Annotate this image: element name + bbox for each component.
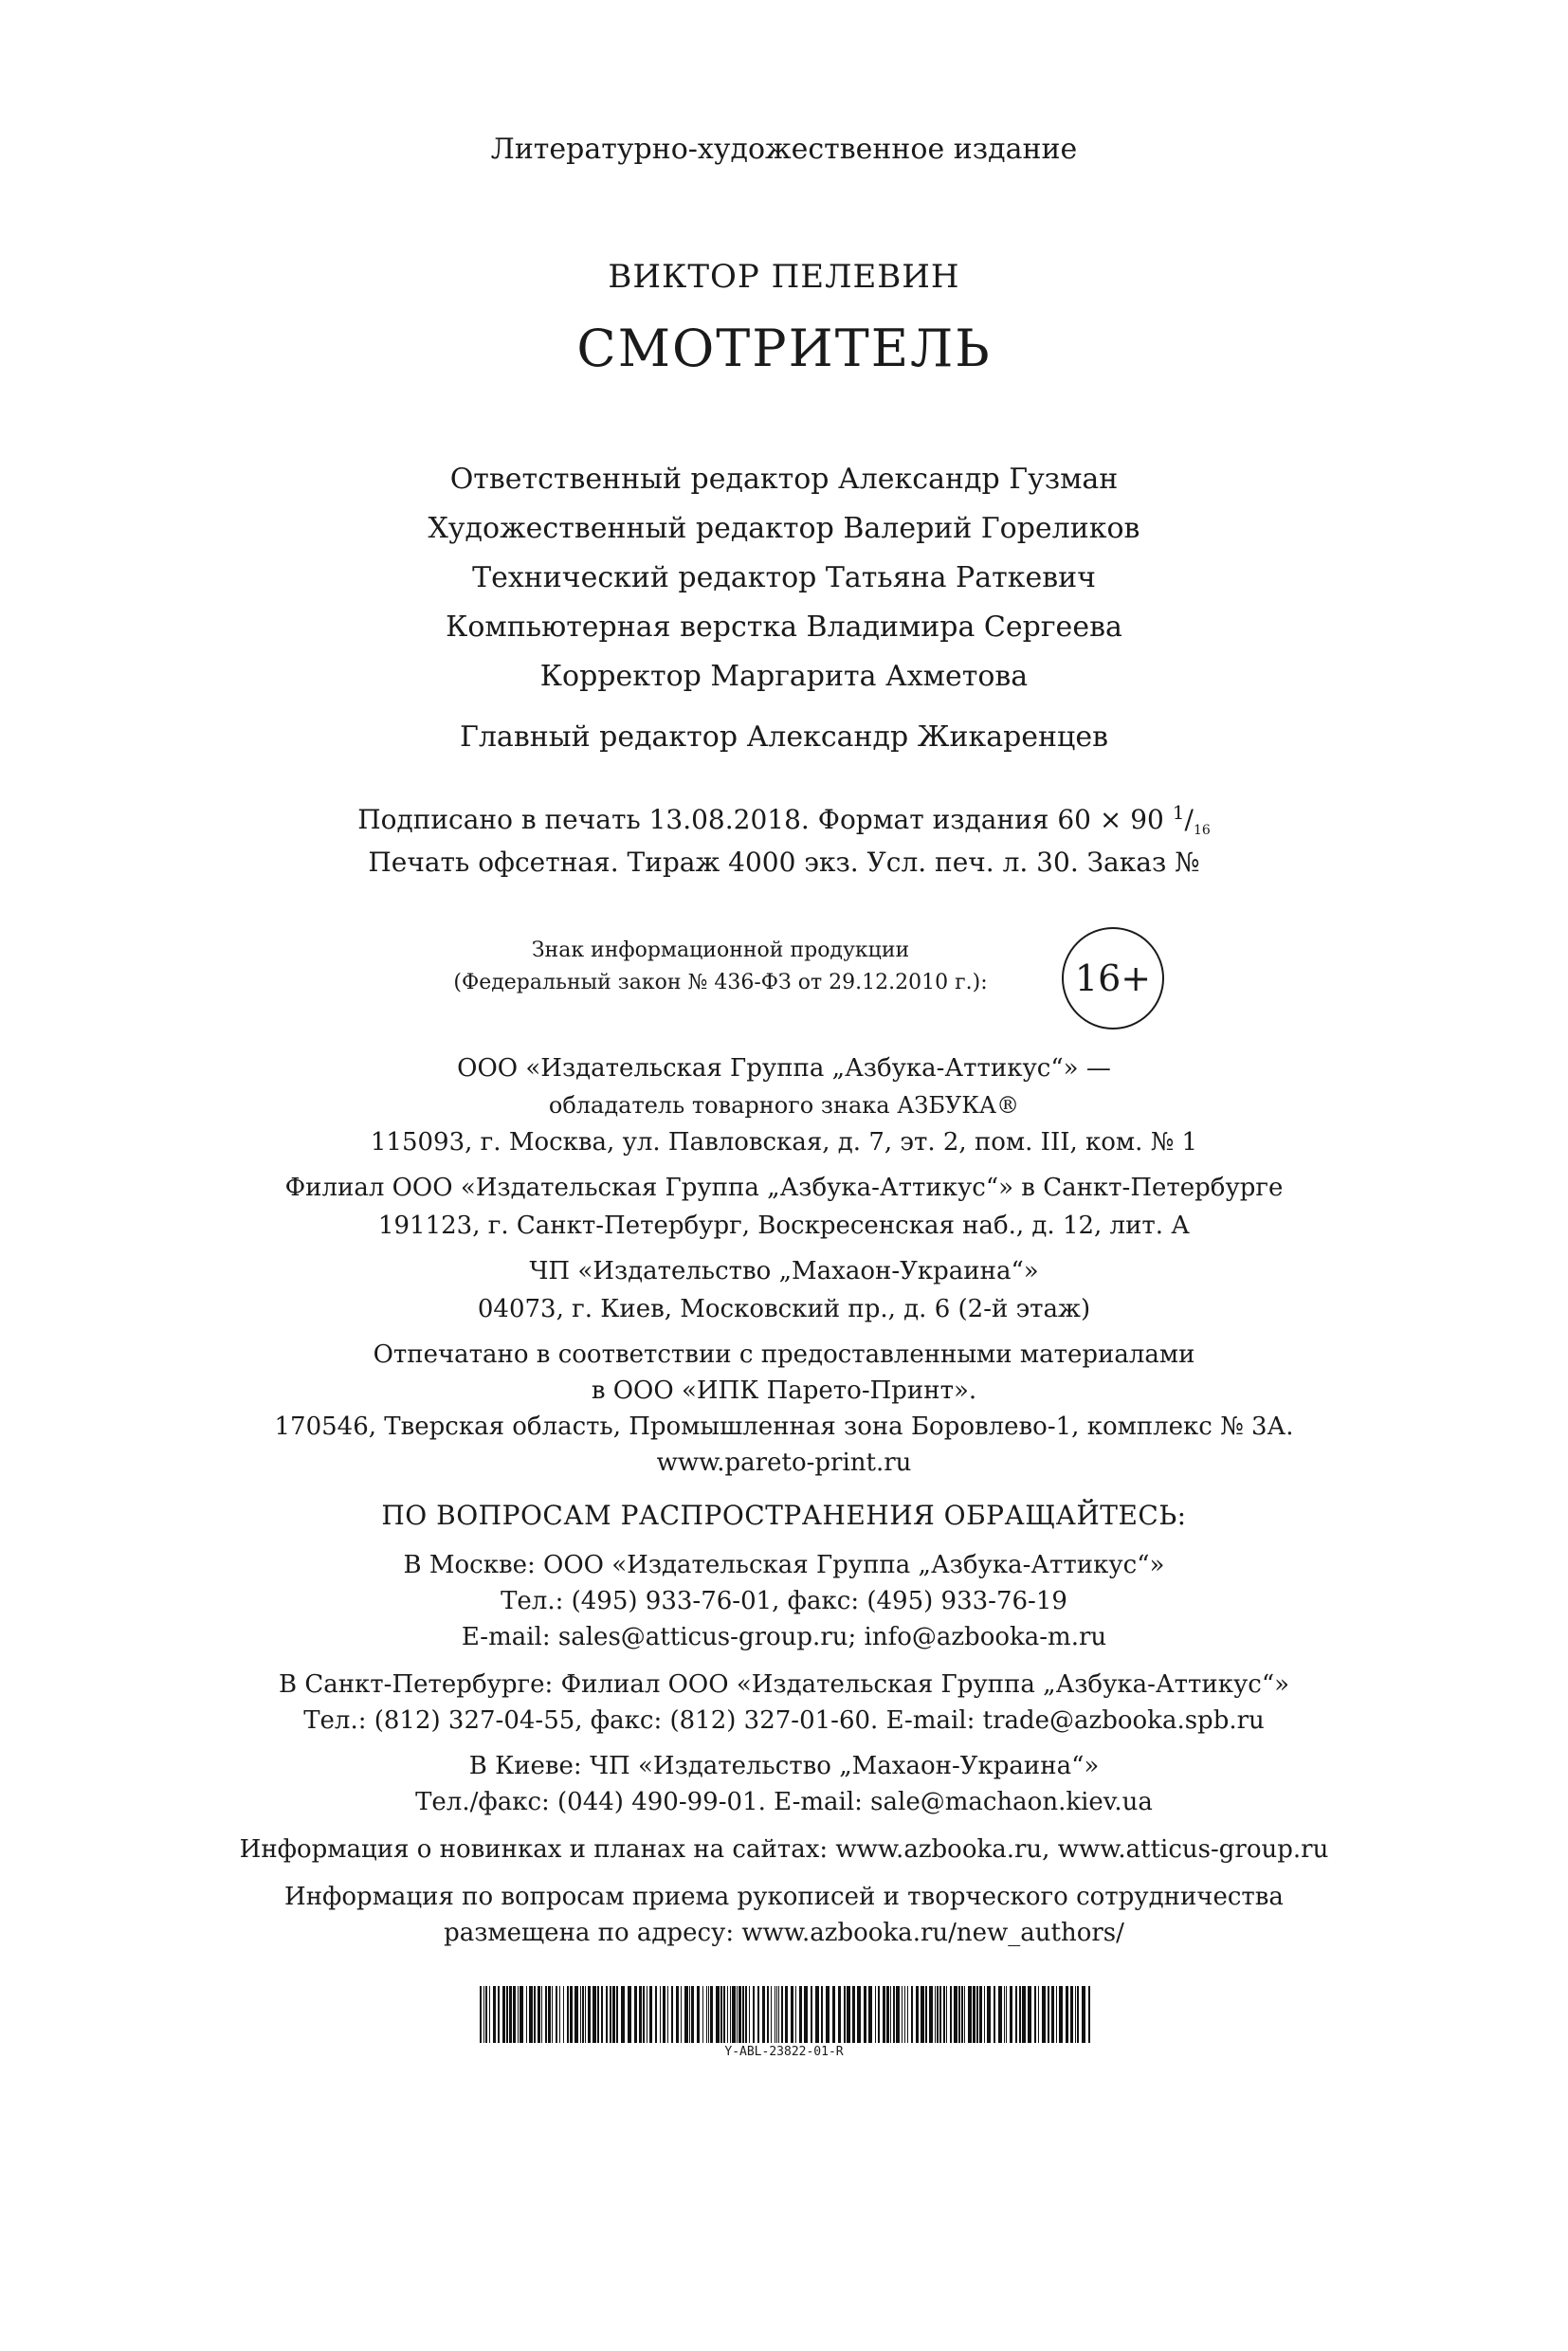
barcode-bar xyxy=(483,1986,484,2043)
branch-line: 04073, г. Киев, Московский пр., д. 6 (2-й этаж) xyxy=(477,1295,1091,1323)
barcode-bar xyxy=(964,1986,965,2043)
barcode-bar xyxy=(771,1986,772,2043)
barcode-caption: Y-ABL-23822-01-R xyxy=(724,2045,844,2059)
barcode-bar xyxy=(968,1986,972,2043)
barcode-bar xyxy=(1042,1986,1046,2043)
printer-line: Отпечатано в соответствии с предоставленными материалами xyxy=(373,1340,1195,1369)
barcode-bar xyxy=(1038,1986,1039,2043)
barcode-bar xyxy=(1070,1986,1073,2043)
barcode-bar xyxy=(697,1986,700,2043)
barcode-bar xyxy=(541,1986,542,2043)
branch-line: Филиал ООО «Издательская Группа „Азбука-Аттикус“» в Санкт-Петербурге xyxy=(284,1174,1284,1202)
barcode-bar xyxy=(832,1986,835,2043)
barcode-bar xyxy=(738,1986,741,2043)
barcode-bar xyxy=(791,1986,793,2043)
barcode-bar xyxy=(723,1986,725,2043)
barcode-bar xyxy=(838,1986,841,2043)
age-rating-block xyxy=(398,927,1176,1031)
barcode-bar xyxy=(984,1986,985,2043)
barcode-bar xyxy=(634,1986,637,2043)
barcode-bar xyxy=(676,1986,679,2043)
barcode-bar xyxy=(612,1986,615,2043)
contact-line: В Киеве: ЧП «Издательство „Махаон-Украина“» xyxy=(468,1752,1100,1780)
barcode-bar xyxy=(556,1986,557,2043)
printer-line: www.pareto-print.ru xyxy=(656,1449,912,1477)
barcode-bar xyxy=(649,1986,652,2043)
barcode-bar xyxy=(886,1986,889,2043)
barcode-bar xyxy=(864,1986,866,2043)
barcode-bar xyxy=(1048,1986,1049,2043)
barcode-bar xyxy=(567,1986,569,2043)
barcode-bar xyxy=(667,1986,668,2043)
barcode-bar xyxy=(585,1986,586,2043)
contact-line: Тел./факс: (044) 490-99-01. E-mail: sale@machaon.kiev.ua xyxy=(415,1788,1153,1816)
barcode-bar xyxy=(1088,1986,1090,2043)
barcode-bar xyxy=(706,1986,707,2043)
barcode-bar xyxy=(606,1986,608,2043)
barcode-bar xyxy=(852,1986,855,2043)
barcode-bar xyxy=(844,1986,846,2043)
barcode-bar xyxy=(534,1986,536,2043)
barcode-bar xyxy=(588,1986,591,2043)
branch-line: ЧП «Издательство „Махаон-Украина“» xyxy=(529,1257,1039,1285)
barcode-bar xyxy=(737,1986,738,2043)
barcode-bar xyxy=(762,1986,765,2043)
barcode-bar xyxy=(548,1986,551,2043)
contact-line: E-mail: sales@atticus-group.ru; info@azbooka-m.ru xyxy=(461,1623,1107,1651)
barcode-bar xyxy=(621,1986,625,2043)
barcode-bar xyxy=(950,1986,952,2043)
barcode-bar xyxy=(937,1986,939,2043)
barcode-bar xyxy=(1019,1986,1021,2043)
barcode-bar xyxy=(597,1986,599,2043)
barcode-bar xyxy=(663,1986,665,2043)
edition-type: Литературно-художественное издание xyxy=(490,133,1078,166)
contact-line: Тел.: (495) 933-76-01, факс: (495) 933-76-19 xyxy=(501,1587,1067,1615)
barcode-bar xyxy=(935,1986,936,2043)
barcode-bar xyxy=(1006,1986,1007,2043)
manuscripts-line: размещена по адресу: www.azbooka.ru/new_authors/ xyxy=(444,1919,1124,1947)
barcode-bar xyxy=(513,1986,516,2043)
barcode-bar xyxy=(480,1986,482,2043)
barcode-bar xyxy=(987,1986,991,2043)
barcode-bar xyxy=(582,1986,584,2043)
barcode-bar xyxy=(529,1986,533,2043)
barcode-bar xyxy=(538,1986,540,2043)
barcode-bar xyxy=(911,1986,913,2043)
barcode-bar xyxy=(489,1986,490,2043)
print-info-line2: Печать офсетная. Тираж 4000 экз. Усл. печ. л. 30. Заказ № xyxy=(368,847,1200,878)
barcode-bar xyxy=(601,1986,603,2043)
barcode-bar xyxy=(655,1986,657,2043)
barcode-bar xyxy=(857,1986,861,2043)
barcode-bar xyxy=(616,1986,618,2043)
barcode-bar xyxy=(904,1986,905,2043)
barcode-bar xyxy=(785,1986,788,2043)
barcode-bar xyxy=(757,1986,759,2043)
credit-line: Художественный редактор Валерий Гореликов xyxy=(428,512,1140,545)
book-author: ВИКТОР ПЕЛЕВИН xyxy=(608,258,960,296)
barcode-bar xyxy=(902,1986,903,2043)
credit-line: Технический редактор Татьяна Раткевич xyxy=(472,561,1096,594)
barcode-bar xyxy=(720,1986,722,2043)
barcode-bar xyxy=(580,1986,581,2043)
barcode-bar xyxy=(821,1986,823,2043)
barcode-bar xyxy=(745,1986,747,2043)
barcode-bar xyxy=(563,1986,564,2043)
barcode-bar xyxy=(973,1986,975,2043)
printer-line: в ООО «ИПК Парето-Принт». xyxy=(591,1376,977,1405)
barcode-bar xyxy=(1010,1986,1012,2043)
contact-line: В Москве: ООО «Издательская Группа „Азбука-Аттикус“» xyxy=(403,1551,1165,1579)
barcode-bar xyxy=(958,1986,960,2043)
barcode-bar xyxy=(1077,1986,1079,2043)
contact-line: В Санкт-Петербурге: Филиал ООО «Издательская Группа „Азбука-Аттикус“» xyxy=(278,1670,1290,1699)
barcode-bar xyxy=(552,1986,553,2043)
barcode-bar xyxy=(939,1986,941,2043)
barcode-bar xyxy=(702,1986,703,2043)
distribution-heading: ПО ВОПРОСАМ РАСПРОСТРАНЕНИЯ ОБРАЩАЙТЕСЬ: xyxy=(381,1500,1187,1531)
barcode-bar xyxy=(684,1986,688,2043)
barcode-bar xyxy=(506,1986,508,2043)
barcode-bar xyxy=(570,1986,573,2043)
barcode-bar xyxy=(716,1986,720,2043)
publisher-line: обладатель товарного знака АЗБУКА® xyxy=(548,1092,1020,1119)
age-rating-badge: 16+ xyxy=(1062,927,1164,1030)
printer-line: 170546, Тверская область, Промышленная зона Боровлево-1, комплекс № 3А. xyxy=(274,1412,1294,1441)
barcode-bar xyxy=(1034,1986,1036,2043)
barcode-bar xyxy=(979,1986,982,2043)
barcode-bar xyxy=(681,1986,682,2043)
barcode-bar xyxy=(643,1986,645,2043)
barcode-bar xyxy=(907,1986,908,2043)
barcode-bar xyxy=(896,1986,900,2043)
format-fraction-numerator: 1 xyxy=(1172,801,1185,824)
barcode-bar xyxy=(518,1986,519,2043)
barcode-bar xyxy=(691,1986,694,2043)
barcode-bar xyxy=(946,1986,947,2043)
barcode-bar xyxy=(994,1986,995,2043)
barcode-bar xyxy=(778,1986,779,2043)
barcode-bar xyxy=(1051,1986,1054,2043)
barcode-bar xyxy=(998,1986,1002,2043)
format-fraction-denominator: 16 xyxy=(1193,823,1211,838)
barcode-bar xyxy=(710,1986,713,2043)
publisher-line: 115093, г. Москва, ул. Павловская, д. 7, эт. 2, пом. III, ком. № 1 xyxy=(370,1128,1198,1157)
barcode-bar xyxy=(493,1986,496,2043)
barcode-bar xyxy=(767,1986,769,2043)
barcode-bar xyxy=(795,1986,796,2043)
barcode-bar xyxy=(875,1986,876,2043)
credit-line: Компьютерная верстка Владимира Сергеева xyxy=(446,611,1122,644)
credit-line: Ответственный редактор Александр Гузман xyxy=(449,463,1119,496)
barcode-bar xyxy=(1056,1986,1057,2043)
barcode-bar xyxy=(509,1986,512,2043)
barcode-bar xyxy=(520,1986,523,2043)
barcode-bar xyxy=(727,1986,728,2043)
credit-line: Корректор Маргарита Ахметова xyxy=(539,660,1029,693)
barcode-bar xyxy=(628,1986,631,2043)
barcode-bar xyxy=(708,1986,709,2043)
contact-line: Тел.: (812) 327-04-55, факс: (812) 327-01-60. E-mail: trade@azbooka.spb.ru xyxy=(303,1706,1265,1735)
barcode-bar xyxy=(847,1986,850,2043)
barcode xyxy=(478,1986,1094,2043)
barcode-bar xyxy=(921,1986,924,2043)
barcode-bar xyxy=(742,1986,744,2043)
barcode-bar xyxy=(1022,1986,1026,2043)
barcode-bar xyxy=(925,1986,927,2043)
barcode-bar xyxy=(799,1986,802,2043)
book-title: СМОТРИТЕЛЬ xyxy=(576,319,992,378)
barcode-bar xyxy=(753,1986,755,2043)
barcode-bar xyxy=(749,1986,750,2043)
barcode-bar xyxy=(485,1986,487,2043)
barcode-bar xyxy=(1015,1986,1017,2043)
barcode-bar xyxy=(502,1986,505,2043)
barcode-bar xyxy=(689,1986,690,2043)
barcode-bar xyxy=(639,1986,642,2043)
barcode-bar xyxy=(660,1986,661,2043)
age-rating-label: Знак информационной продукции (Федеральный закон № 436-ФЗ от 29.12.2010 г.): xyxy=(453,939,988,994)
barcode-bar xyxy=(559,1986,560,2043)
barcode-bar xyxy=(943,1986,945,2043)
barcode-bar xyxy=(1075,1986,1076,2043)
barcode-bar xyxy=(961,1986,963,2043)
branch-line: 191123, г. Санкт-Петербург, Воскресенская наб., д. 12, лит. А xyxy=(377,1212,1191,1240)
barcode-bar xyxy=(878,1986,880,2043)
barcode-bar xyxy=(954,1986,957,2043)
barcode-bar xyxy=(893,1986,895,2043)
barcode-bar xyxy=(498,1986,500,2043)
barcode-bar xyxy=(929,1986,933,2043)
barcode-bar xyxy=(916,1986,919,2043)
barcode-bar xyxy=(811,1986,812,2043)
print-info-line1: Подписано в печать 13.08.2018. Формат издания 60 × 90 $^1/_{16}$ xyxy=(357,801,1211,838)
barcode-bar xyxy=(1066,1986,1068,2043)
websites-info: Информация о новинках и планах на сайтах: www.azbooka.ru, www.atticus-group.ru xyxy=(239,1835,1329,1864)
barcode-bar xyxy=(545,1986,547,2043)
barcode-bar xyxy=(868,1986,872,2043)
publisher-line: ООО «Издательская Группа „Азбука-Аттикус“» — xyxy=(457,1054,1111,1083)
barcode-bar xyxy=(1059,1986,1063,2043)
barcode-bar xyxy=(776,1986,777,2043)
barcode-bar xyxy=(671,1986,673,2043)
barcode-bar xyxy=(883,1986,885,2043)
barcode-bar xyxy=(730,1986,731,2043)
barcode-bar xyxy=(815,1986,819,2043)
barcode-bar xyxy=(976,1986,978,2043)
barcode-bar xyxy=(732,1986,736,2043)
barcode-bar xyxy=(593,1986,596,2043)
barcode-bar xyxy=(574,1986,578,2043)
barcode-bar xyxy=(781,1986,783,2043)
barcode-bar xyxy=(1004,1986,1005,2043)
barcode-bar xyxy=(610,1986,611,2043)
chief-editor: Главный редактор Александр Жикаренцев xyxy=(460,720,1108,754)
barcode-bar xyxy=(1082,1986,1085,2043)
barcode-bar xyxy=(526,1986,527,2043)
barcode-bar xyxy=(804,1986,808,2043)
barcode-bar xyxy=(890,1986,891,2043)
barcode-bar xyxy=(826,1986,830,2043)
barcode-bar xyxy=(1028,1986,1031,2043)
manuscripts-line: Информация по вопросам приема рукописей и творческого сотрудничества xyxy=(284,1883,1284,1911)
